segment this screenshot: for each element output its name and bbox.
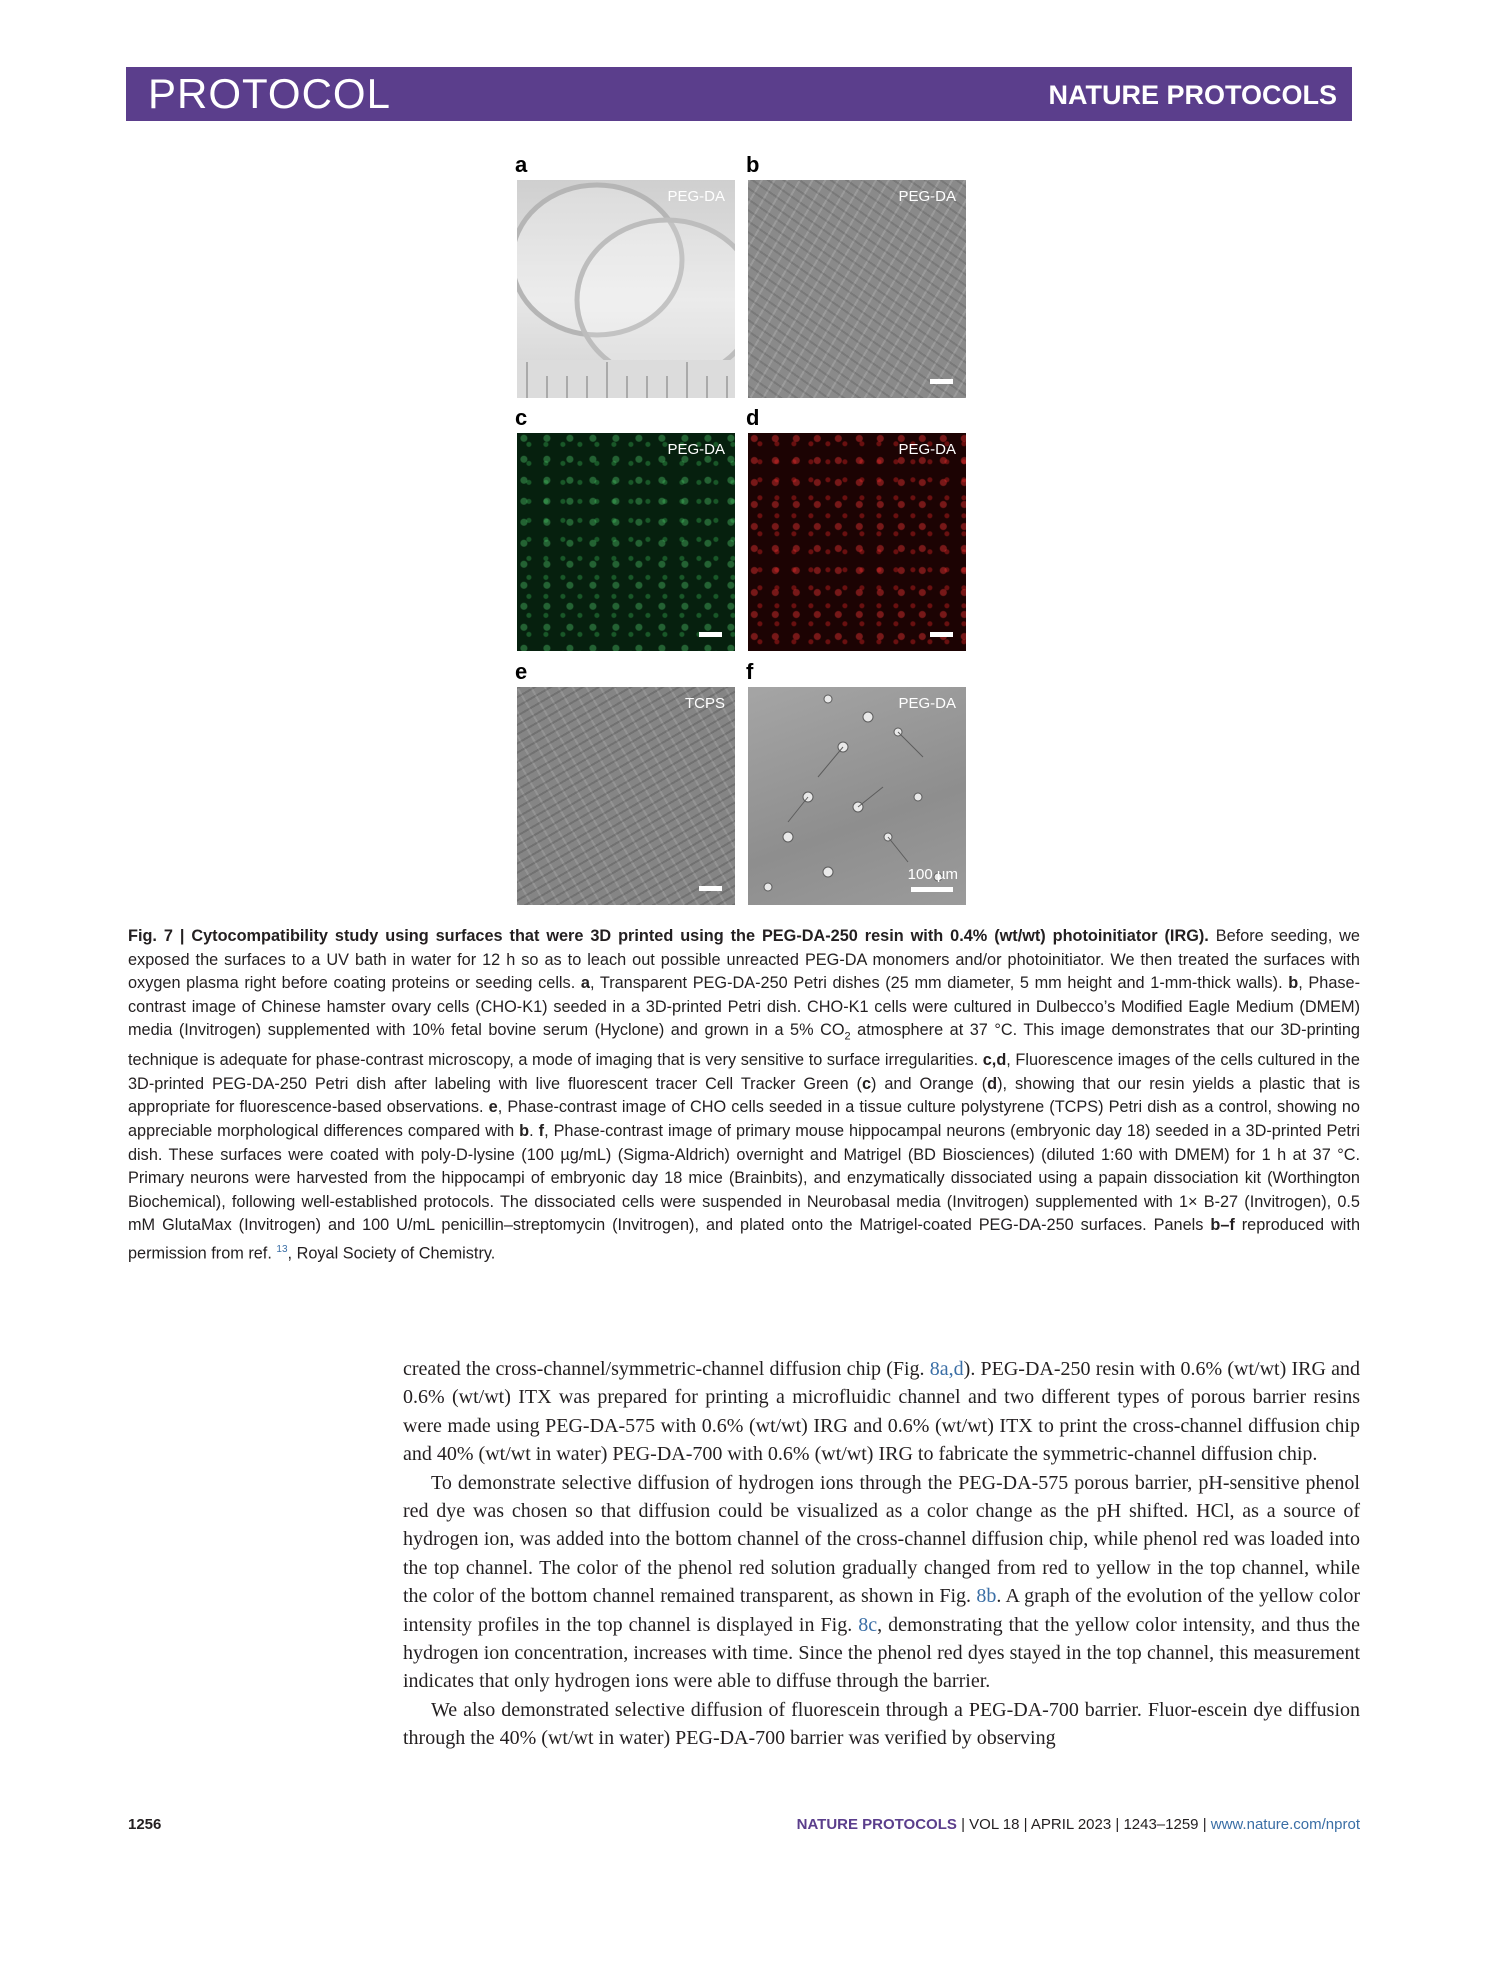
- panel-b-material-label: PEG-DA: [898, 188, 956, 205]
- journal-label: NATURE PROTOCOLS: [1048, 80, 1337, 110]
- journal-url-link[interactable]: www.nature.com/nprot: [1210, 1816, 1360, 1833]
- scale-bar: [911, 887, 953, 892]
- section-label: PROTOCOL: [148, 70, 391, 117]
- panel-d-material-label: PEG-DA: [898, 441, 956, 458]
- scale-bar: [930, 632, 953, 637]
- panel-letter-d: d: [746, 405, 760, 430]
- figure-link[interactable]: 8c: [858, 1613, 878, 1636]
- panel-letter-f: f: [746, 659, 754, 684]
- panel-b-phase-contrast-image: [748, 180, 966, 398]
- panel-a-material-label: PEG-DA: [667, 188, 725, 205]
- panel-letter-a: a: [515, 152, 528, 177]
- scale-bar: [699, 886, 722, 891]
- figure-link[interactable]: 8b: [976, 1585, 997, 1608]
- panel-c-material-label: PEG-DA: [667, 441, 725, 458]
- body-text: [403, 1355, 1360, 1753]
- panel-e-tcps-control-image: [517, 687, 735, 905]
- panel-a-petri-dish-photo: [517, 180, 735, 398]
- petri-dish-illustration: [517, 180, 735, 398]
- panel-letter-b: b: [746, 152, 760, 177]
- panel-letter-e: e: [515, 659, 528, 684]
- panel-f-neuron-image: [748, 687, 966, 905]
- panel-letter-c: c: [515, 405, 528, 430]
- reference-link[interactable]: 13: [276, 1243, 288, 1255]
- page-header: [126, 67, 1352, 121]
- panel-c-green-fluorescence-image: [517, 433, 735, 651]
- footer-citation: NATURE PROTOCOLS | VOL 18 | APRIL 2023 | 1243–1259 | www.nature.com/nprot: [796, 1816, 1360, 1833]
- scale-bar: [930, 379, 953, 384]
- panel-d-orange-fluorescence-image: [748, 433, 966, 651]
- scale-bar: [699, 632, 722, 637]
- caption-title: Fig. 7 | Cytocompatibility study using surfaces that were 3D printed using the PEG-DA-250 resin with 0.4% (wt/wt) photoinitiator (IRG).: [128, 927, 1209, 945]
- page-number: 1256: [128, 1816, 162, 1833]
- figure-caption: Fig. 7 | Cytocompatibility study using surfaces that were 3D printed using the PEG-DA-250 resin with 0.4% (wt/wt) photoinitiator (IRG). Before seeding, we exposed the surfaces to a UV bath in water for 12 h so as to leach out possible unreacted PEG-DA monomers and/or photoinitiator. We then treated the surfaces with oxygen plasma right before coating proteins or seeding cells. a, Transparent PEG-DA-250 Petri dishes (25 mm diameter, 5 mm height and 1-mm-thick walls). b, Phase-contrast image of Chinese hamster ovary cells (CHO-K1) seeded in a 3D-printed Petri dish. CHO-K1 cells were cultured in Dulbecco’s Modified Eagle Medium (DMEM) media (Invitrogen) supplemented with 10% fetal bovine serum (Hyclone) and grown in a 5% $CO_2$ atmosphere at 37 °C. This image demonstrates that our 3D-printing technique is adequate for phase-contrast microscopy, a mode of imaging that is very sensitive to surface irregularities. c,d, Fluorescence images of the cells cultured in the 3D-printed PEG-DA-250 Petri dish after labeling with live fluorescent tracer Cell Tracker Green (c) and Orange (d), showing that our resin yields a plastic that is appropriate for fluorescence-based observations. e, Phase-contrast image of CHO cells seeded in a tissue culture polystyrene (TCPS) Petri dish as a control, showing no appreciable morphological differences compared with b. f, Phase-contrast image of primary mouse hippocampal neurons (embryonic day 18) seeded in a 3D-printed Petri dish. These surfaces were coated with poly-D-lysine (100 µg/mL) (Sigma-Aldrich) overnight and Matrigel (BD Biosciences) (diluted 1:60 with DMEM) for 1 h at 37 °C. Primary neurons were harvested from the hippocampi of embryonic day 18 mice (Brainbits), and enzymatically dissociated using a papain dissociation kit (Worthington Biochemical), following well-established protocols. The dissociated cells were suspended in Neurobasal media (Invitrogen) supplemented with 1× B-27 (Invitrogen), 0.5 mM GlutaMax (Invitrogen) and 100 U/mL penicillin–streptomycin (Invitrogen), and plated onto the Matrigel-coated PEG-DA-250 surfaces. Panels b–f reproduced with permission from ref. $^{13}$, Royal Society of Chemistry.: [128, 927, 1360, 1263]
- scale-bar-label: 100 µm: [907, 866, 958, 883]
- paragraph: To demonstrate selective diffusion of hydrogen ions through the PEG-DA-575 porous barrier, pH-sensitive phenol red dye was chosen so that diffusion could be visualized as a color change as the pH shifted. HCl, as a source of hydrogen ion, was added into the bottom channel of the cross-channel diffusion chip, while phenol red was loaded into the top channel. The color of the phenol red solution gradually changed from red to yellow in the top channel, while the color of the bottom channel remained transparent, as shown in Fig. 8b. A graph of the evolution of the yellow color intensity profiles in the top channel is displayed in Fig. 8c, demonstrating that the yellow color intensity, and thus the hydrogen ion concentration, increases with time. Since the phenol red dyes stayed in the top channel, this measurement indicates that only hydrogen ions were able to diffuse through the barrier.: [403, 1471, 1360, 1693]
- panel-f-material-label: PEG-DA: [898, 695, 956, 712]
- paragraph: We also demonstrated selective diffusion of fluorescein through a PEG-DA-700 barrier. Fluor-escein dye diffusion through the 40% (wt/wt in water) PEG-DA-700 barrier was verified by observing: [403, 1698, 1360, 1750]
- paragraph: created the cross-channel/symmetric-channel diffusion chip (Fig. 8a,d). PEG-DA-250 resin with 0.6% (wt/wt) IRG and 0.6% (wt/wt) ITX was prepared for printing a microfluidic channel and two different types of porous barrier resins were made using PEG-DA-575 with 0.6% (wt/wt) IRG and 0.6% (wt/wt) ITX to print the cross-channel diffusion chip and 40% (wt/wt in water) PEG-DA-700 with 0.6% (wt/wt) IRG to fabricate the symmetric-channel diffusion chip.: [403, 1358, 1360, 1466]
- panel-e-material-label: TCPS: [684, 695, 725, 712]
- footer-journal: NATURE PROTOCOLS: [796, 1816, 957, 1833]
- figure-link[interactable]: 8a,d: [929, 1358, 964, 1380]
